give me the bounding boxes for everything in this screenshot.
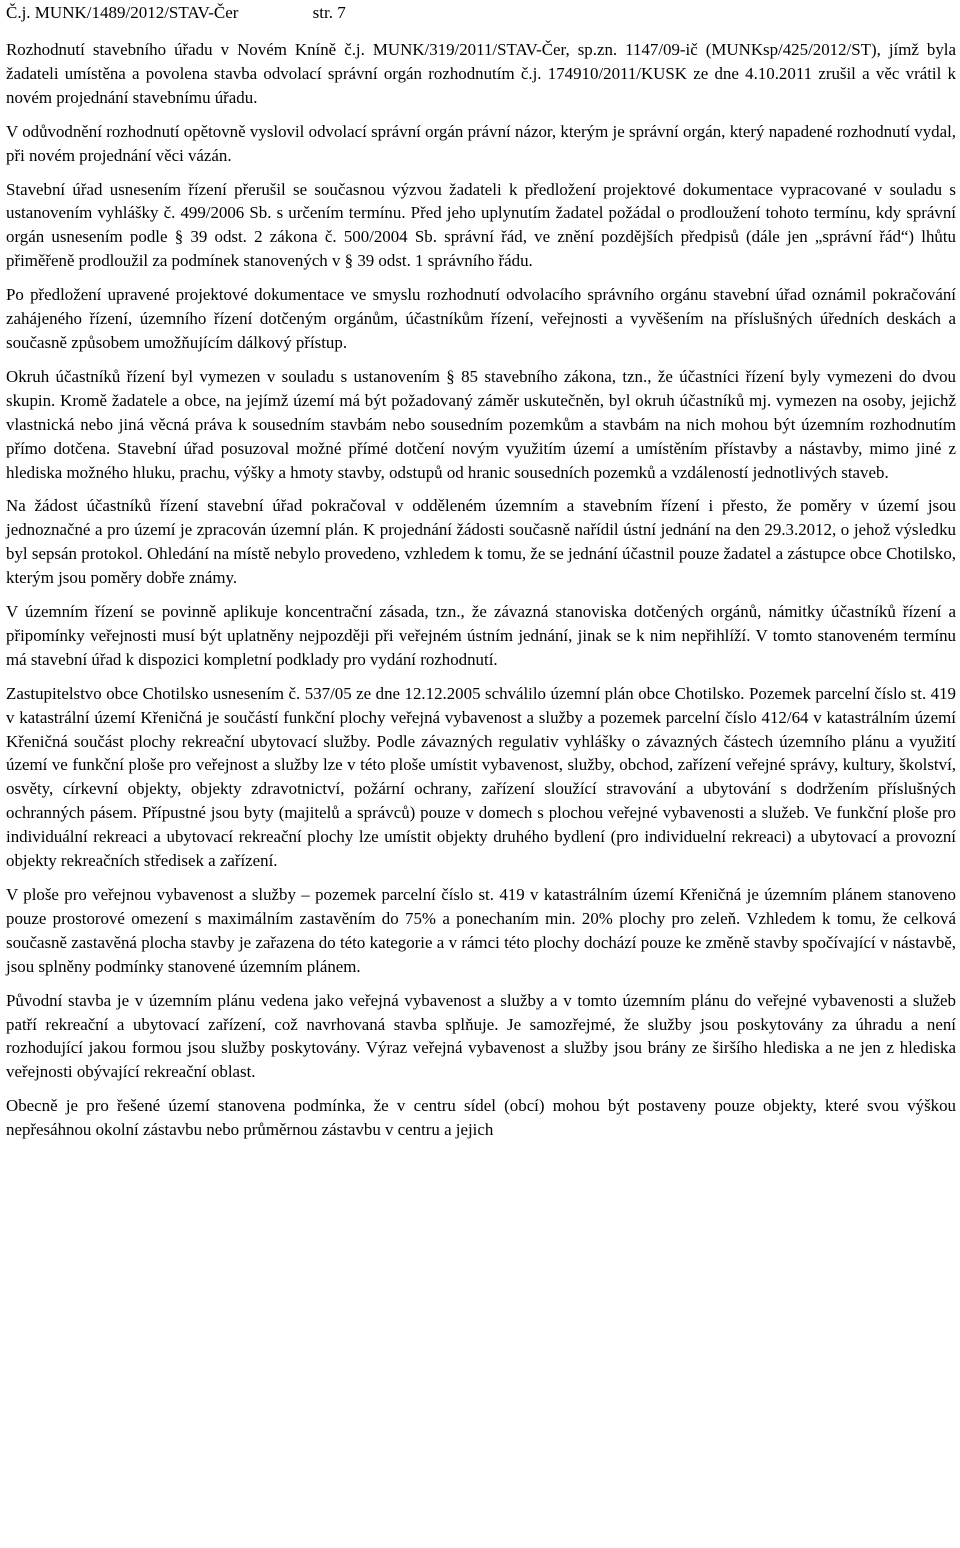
- paragraph: Stavební úřad usnesením řízení přerušil se současnou výzvou žadateli k předložení projektové dokumentace vypracované v souladu s ustanovením vyhlášky č. 499/2006 Sb. s určením termínu. Před jeho uplynutím žadatel požádal o prodloužení tohoto termínu, kdy správní orgán usnesením podle § 39 odst. 2 zákona č. 500/2004 Sb. správní řád, ve znění pozdějších předpisů (dále jen „správní řád“) lhůtu přiměřeně prodloužil za podmínek stanovených v § 39 odst. 1 správního řádu.: [6, 179, 956, 271]
- page-number: str. 7: [312, 3, 346, 22]
- paragraph: Obecně je pro řešené území stanovena podmínka, že v centru sídel (obcí) mohou být postaveny pouze objekty, které svou výškou nepřesáhnou okolní zástavbu nebo průměrnou zástavbu v centru a jejich: [6, 1096, 956, 1140]
- paragraph: Okruh účastníků řízení byl vymezen v souladu s ustanovením § 85 stavebního zákona, tzn., že účastníci řízení byly vymezeni do dvou skupin. Kromě žadatele a obce, na jejímž území má být požadovaný záměr uskutečněn, byl okruh účastníků mj. vymezen na osoby, jejichž vlastnická nebo jiná věcná práva k sousedním stavbám nebo sousedním pozemkům a stavbám na nich mohou být územním rozhodnutím přímo dotčena. Stavební úřad posuzoval možné přímé dotčení novým využitím území a umístěním přístavby a nástavby, mimo jiné z hlediska možného hluku, prachu, výšky a hmoty stavby, odstupů od hranic sousedních pozemků a vzdáleností jednotlivých staveb.: [6, 366, 956, 482]
- page-header: [6, 0, 956, 24]
- paragraph: Na žádost účastníků řízení stavební úřad pokračoval v odděleném územním a stavebním řízení i přesto, že poměry v území jsou jednoznačné a pro území je zpracován územní plán. K projednání žádosti současně nařídil ústní jednání na den 29.3.2012, o jehož výsledku byl sepsán protokol. Ohledání na místě nebylo provedeno, vzhledem k tomu, že se jednání účastnil pouze žadatel a zástupce obce Chotilsko, kterým jsou poměry dobře známy.: [6, 496, 956, 588]
- paragraph: Rozhodnutí stavebního úřadu v Novém Kníně č.j. MUNK/319/2011/STAV-Čer, sp.zn. 1147/09-ič (MUNKsp/425/2012/ST), jímž byla žadateli umístěna a povolena stavba odvolací správní orgán rozhodnutím č.j. 174910/2011/KUSK ze dne 4.10.2011 zrušil a věc vrátil k novém projednání stavebnímu úřadu.: [6, 40, 956, 107]
- paragraph: V odůvodnění rozhodnutí opětovně vyslovil odvolací správní orgán právní názor, kterým je správní orgán, který napadené rozhodnutí vydal, při novém projednání věci vázán.: [6, 121, 956, 165]
- paragraph: Původní stavba je v územním plánu vedena jako veřejná vybavenost a služby a v tomto územním plánu do veřejné vybavenosti a služeb patří rekreační a ubytovací zařízení, což navrhovaná stavba splňuje. Je samozřejmé, že služby jsou poskytovány za úhradu a není rozhodující jakou formou jsou služby poskytovány. Výraz veřejná vybavenost a služby jsou brány ze širšího hlediska a ne jen z hlediska veřejnosti obývající rekreační oblast.: [6, 990, 956, 1082]
- document-reference: Č.j. MUNK/1489/2012/STAV-Čer: [6, 3, 239, 22]
- paragraph: V územním řízení se povinně aplikuje koncentrační zásada, tzn., že závazná stanoviska dotčených orgánů, námitky účastníků řízení a připomínky veřejnosti musí být uplatněny nejpozději při veřejném ústním jednání, jinak se k nim nepřihlíží. V tomto stanoveném termínu má stavební úřad k dispozici kompletní podklady pro vydání rozhodnutí.: [6, 602, 956, 669]
- paragraph: V ploše pro veřejnou vybavenost a služby – pozemek parcelní číslo st. 419 v katastrálním území Křeničná je územním plánem stanoveno pouze prostorové omezení s maximálním zastavěním do 75% a ponechaním min. 20% plochy pro zeleň. Vzhledem k tomu, že celková současně zastavěná plocha stavby je zařazena do této kategorie a v rámci této plochy dochází pouze ke změně stavby spočívající v nástavbě, jsou splněny podmínky stanovené územním plánem.: [6, 885, 956, 976]
- document-body: [6, 38, 956, 1142]
- paragraph: Po předložení upravené projektové dokumentace ve smyslu rozhodnutí odvolacího správního orgánu stavební úřad oznámil pokračování zahájeného řízení, územního řízení dotčeným orgánům, účastníkům řízení, veřejnosti a vyvěšením na příslušných úředních deskách a současně způsobem umožňujícím dálkový přístup.: [6, 285, 956, 352]
- paragraph: Zastupitelstvo obce Chotilsko usnesením č. 537/05 ze dne 12.12.2005 schválilo územní plán obce Chotilsko. Pozemek parcelní číslo st. 419 v katastrální území Křeničná je součástí funkční plochy veřejná vybavenost a služby a pozemek parcelní číslo 412/64 v katastrálním území Křeničná součást plochy rekreační ubytovací služby. Podle závazných regulativ vyhlášky o závazných částech územního plánu a využití území ve funkční ploše pro veřejnost a služby lze v této ploše umístit vybavenost, služby, obchod, zařízení veřejné správy, kultury, školství, osvěty, církevní objekty, objekty zdravotnictví, požární ochrany, zařízení sloužící stravování a ubytování s dodržením příslušných ochranných pásem. Přípustné jsou byty (majitelů a správců) pouze v domech s plochou veřejné vybavenosti a služeb. Ve funkční ploše pro individuální rekreaci a ubytovací rekreační plochy lze umístit objekty druhého bydlení (pro individuelní rekreaci) a ubytovací a provozní objekty rekreačních středisek a zařízení.: [6, 683, 956, 871]
